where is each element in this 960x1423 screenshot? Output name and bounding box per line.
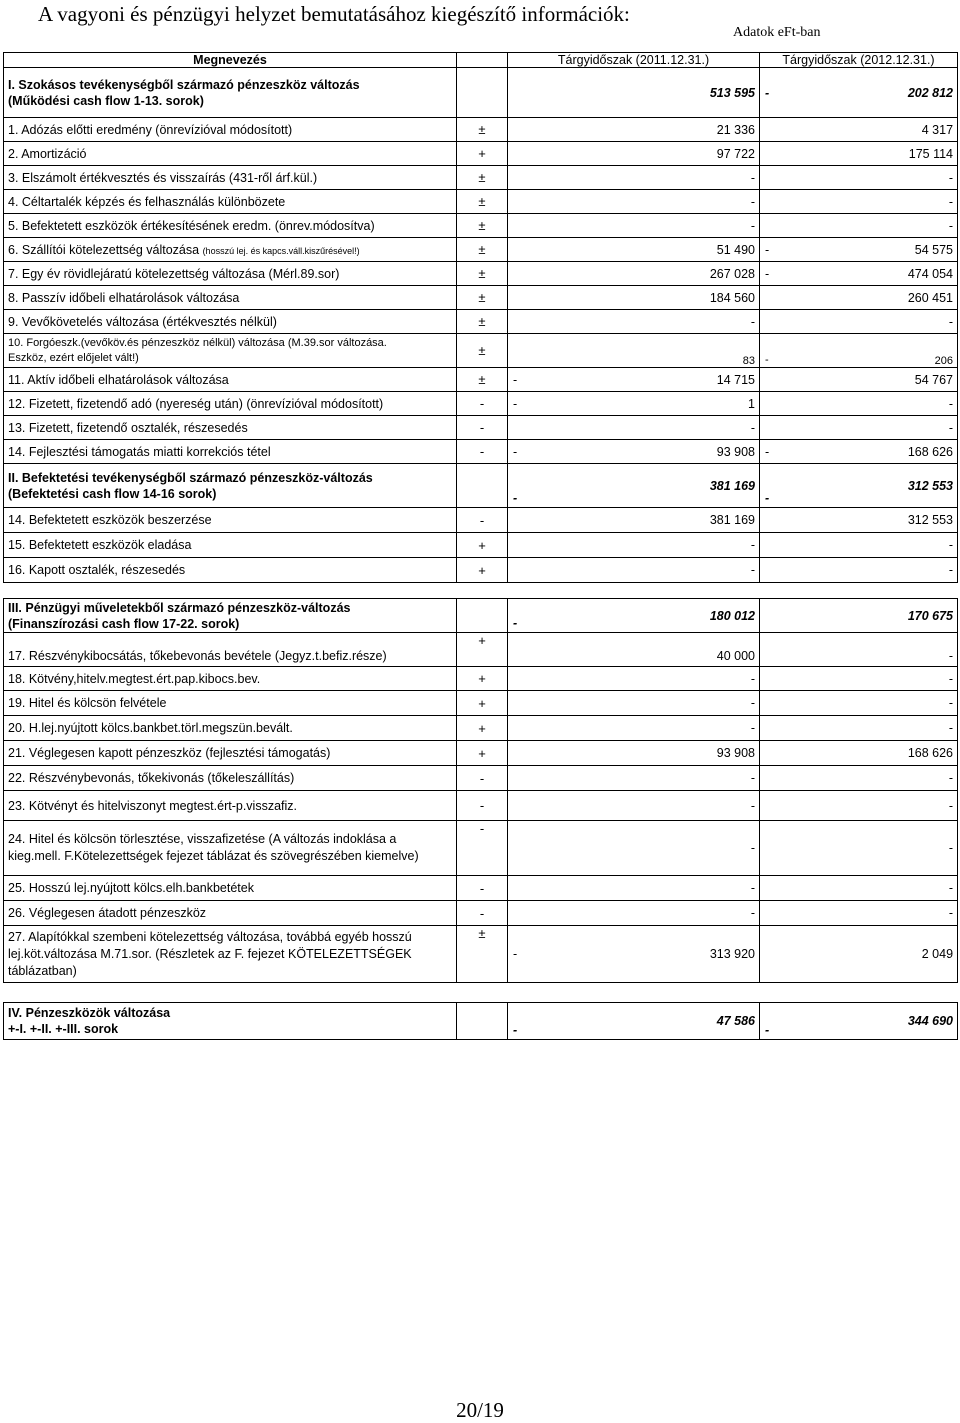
row-value-2011: 381 169 [508, 508, 760, 533]
row-label: 10. Forgóeszk.(vevőköv.és pénzeszköz nélkül) változása (M.39.sor változása. Eszköz, ezért előjelet vált!) [4, 334, 457, 368]
row-value-2012: 4 317 [760, 118, 958, 142]
table-row [4, 334, 958, 368]
header-name: Megnevezés [4, 53, 457, 68]
table-row [4, 214, 958, 238]
row-label: 23. Kötvényt és hitelviszonyt megtest.ért-p.visszafiz. [4, 791, 457, 821]
section-value-2011: 513 595 [508, 68, 760, 118]
table-row [4, 791, 958, 821]
row-value-2012: - [760, 416, 958, 440]
row-value-2011: 267 028 [508, 262, 760, 286]
table-row [4, 741, 958, 766]
row-label: 13. Fizetett, fizetendő osztalék, részesedés [4, 416, 457, 440]
section-value-2011: - 381 169 [508, 464, 760, 508]
row-label: 25. Hosszú lej.nyújtott kölcs.elh.bankbetétek [4, 876, 457, 901]
row-sign: + [457, 667, 508, 691]
row-value-2011: - [508, 558, 760, 583]
row-value-2012: - [760, 190, 958, 214]
table-row [4, 440, 958, 464]
row-value-2012: - [760, 716, 958, 741]
row-value-2012: - [760, 633, 958, 667]
row-label: 18. Kötvény,hitelv.megtest.ért.pap.kibocs.bev. [4, 667, 457, 691]
table-row [4, 368, 958, 392]
row-label: 22. Részvénybevonás, tőkekivonás (tőkeleszállítás) [4, 766, 457, 791]
row-value-2012: - 474 054 [760, 262, 958, 286]
row-label: 12. Fizetett, fizetendő adó (nyereség után) (önrevízióval módosított) [4, 392, 457, 416]
row-sign: + [457, 633, 508, 667]
row-value-2011: 21 336 [508, 118, 760, 142]
row-sign: + [457, 533, 508, 558]
table-row [4, 310, 958, 334]
row-sign: ± [457, 118, 508, 142]
table-row [4, 533, 958, 558]
table-row [4, 766, 958, 791]
table-row [4, 262, 958, 286]
row-value-2012: - [760, 558, 958, 583]
row-value-2011: - [508, 214, 760, 238]
row-value-2012: 168 626 [760, 741, 958, 766]
row-label: 5. Befektetett eszközök értékesítésének eredm. (önrev.módosítva) [4, 214, 457, 238]
row-label: 2. Amortizáció [4, 142, 457, 166]
row-value-2012: - [760, 214, 958, 238]
row-value-2012: - [760, 392, 958, 416]
section-row-1 [4, 68, 958, 118]
row-value-2012: - [760, 691, 958, 716]
row-value-2012: 54 767 [760, 368, 958, 392]
row-value-2011: 93 908 [508, 741, 760, 766]
section-value-2011: - 47 586 [508, 1003, 760, 1040]
row-label: 21. Véglegesen kapott pénzeszköz (fejlesztési támogatás) [4, 741, 457, 766]
row-value-2012: 175 114 [760, 142, 958, 166]
section-value-2012: - 202 812 [760, 68, 958, 118]
row-value-2012: - 168 626 [760, 440, 958, 464]
row-sign: + [457, 691, 508, 716]
row-value-2011: 97 722 [508, 142, 760, 166]
row-value-2011: - [508, 821, 760, 876]
row-sign: ± [457, 166, 508, 190]
row-value-2011: - [508, 166, 760, 190]
row-value-2011: 40 000 [508, 633, 760, 667]
row-label: 7. Egy év rövidlejáratú kötelezettség változása (Mérl.89.sor) [4, 262, 457, 286]
table-row [4, 416, 958, 440]
row-sign: ± [457, 238, 508, 262]
section-title: II. Befektetési tevékenységből származó pénzeszköz-változás [8, 470, 373, 485]
row-value-2011: - [508, 876, 760, 901]
row-value-2011: - [508, 667, 760, 691]
header-period-2011: Tárgyidőszak (2011.12.31.) [508, 53, 760, 68]
table-row [4, 633, 958, 667]
row-sign: - [457, 392, 508, 416]
row-value-2012: - [760, 791, 958, 821]
table-row [4, 926, 958, 983]
table-row [4, 118, 958, 142]
row-label: 3. Elszámolt értékvesztés és visszaírás (431-ről árf.kül.) [4, 166, 457, 190]
row-value-2012: - [760, 766, 958, 791]
row-sign: ± [457, 926, 508, 983]
row-label: 14. Befektetett eszközök beszerzése [4, 508, 457, 533]
row-label: 16. Kapott osztalék, részesedés [4, 558, 457, 583]
table-row [4, 901, 958, 926]
header-period-2012: Tárgyidőszak (2012.12.31.) [760, 53, 958, 68]
row-label: 11. Aktív időbeli elhatárolások változása [4, 368, 457, 392]
row-value-2012: 312 553 [760, 508, 958, 533]
row-label: 4. Céltartalék képzés és felhasználás különbözete [4, 190, 457, 214]
row-sign: ± [457, 310, 508, 334]
row-sign: - [457, 821, 508, 876]
row-sign: + [457, 716, 508, 741]
row-value-2012: - 54 575 [760, 238, 958, 262]
row-label: 17. Részvénykibocsátás, tőkebevonás bevétele (Jegyz.t.befiz.része) [4, 633, 457, 667]
table-row [4, 691, 958, 716]
table-row [4, 142, 958, 166]
row-value-2011: - [508, 766, 760, 791]
section-subtitle: (Működési cash flow 1-13. sorok) [8, 93, 204, 108]
row-value-2012: - [760, 166, 958, 190]
row-value-2011: 83 [508, 334, 760, 368]
row-sign: - [457, 440, 508, 464]
row-value-2011: - [508, 791, 760, 821]
section-value-2011: - 180 012 [508, 599, 760, 633]
row-value-2011: - [508, 416, 760, 440]
row-label: 15. Befektetett eszközök eladása [4, 533, 457, 558]
row-sign: - [457, 416, 508, 440]
table-row [4, 667, 958, 691]
row-value-2011: - [508, 310, 760, 334]
row-sign: + [457, 741, 508, 766]
section-row-2 [4, 464, 958, 508]
row-label: 20. H.lej.nyújtott kölcs.bankbet.törl.megszün.bevált. [4, 716, 457, 741]
row-sign: ± [457, 190, 508, 214]
row-sign: + [457, 558, 508, 583]
row-value-2011: - [508, 691, 760, 716]
row-sign: - [457, 766, 508, 791]
row-value-2011: - 1 [508, 392, 760, 416]
row-value-2011: - [508, 716, 760, 741]
row-sign: ± [457, 214, 508, 238]
section-subtitle: (Finanszírozási cash flow 17-22. sorok) [8, 616, 240, 631]
table-row [4, 716, 958, 741]
row-value-2011: - [508, 901, 760, 926]
row-sign: - [457, 508, 508, 533]
row-label: 6. Szállítói kötelezettség változása (hosszú lej. és kapcs.váll.kiszűrésével!) [4, 238, 457, 262]
table-row [4, 558, 958, 583]
table-row [4, 392, 958, 416]
row-value-2012: - [760, 533, 958, 558]
row-label: 27. Alapítókkal szembeni kötelezettség változása, továbbá egyéb hosszú lej.köt.változása M.71.sor. (Részletek az F. fejezet KÖTELEZETTSÉGEK táblázatban) [4, 926, 457, 983]
row-value-2012: 260 451 [760, 286, 958, 310]
row-label: 19. Hitel és kölcsön felvétele [4, 691, 457, 716]
row-value-2011: 184 560 [508, 286, 760, 310]
row-sign: ± [457, 368, 508, 392]
row-value-2011: - 14 715 [508, 368, 760, 392]
row-label: 8. Passzív időbeli elhatárolások változása [4, 286, 457, 310]
page-title: A vagyoni és pénzügyi helyzet bemutatásához kiegészítő információk: [38, 2, 630, 26]
row-value-2011: 51 490 [508, 238, 760, 262]
row-value-2011: - 313 920 [508, 926, 760, 983]
section-subtitle: (Befektetési cash flow 14-16 sorok) [8, 486, 217, 501]
table-row [4, 190, 958, 214]
row-value-2011: - 93 908 [508, 440, 760, 464]
section-row-4 [4, 1003, 958, 1040]
row-value-2012: - [760, 901, 958, 926]
row-sign: - [457, 876, 508, 901]
section-title: I. Szokásos tevékenységből származó pénzeszköz változás [8, 77, 360, 92]
row-value-2012: - [760, 667, 958, 691]
row-value-2012: - 206 [760, 334, 958, 368]
row-value-2012: - [760, 310, 958, 334]
page-number: 20/19 [456, 1398, 504, 1422]
table-row [4, 876, 958, 901]
table-row [4, 166, 958, 190]
table-header-row [4, 53, 958, 68]
row-label: 24. Hitel és kölcsön törlesztése, visszafizetése (A változás indoklása a kieg.mell. F.Kötelezettségek fejezet táblázat és szövegrészében kiemelve) [4, 821, 457, 876]
row-label-note: (hosszú lej. és kapcs.váll.kiszűrésével!) [202, 245, 360, 256]
section-row-3 [4, 599, 958, 633]
unit-note: Adatok eFt-ban [733, 25, 821, 40]
row-label: 1. Adózás előtti eredmény (önrevízióval módosított) [4, 118, 457, 142]
row-label: 26. Véglegesen átadott pénzeszköz [4, 901, 457, 926]
spacer-row [4, 983, 958, 1003]
table-row [4, 508, 958, 533]
row-sign: ± [457, 334, 508, 368]
table-row [4, 821, 958, 876]
row-sign: - [457, 791, 508, 821]
row-value-2011: - [508, 533, 760, 558]
section-title: III. Pénzügyi műveletekből származó pénzeszköz-változás [8, 600, 351, 615]
section-value-2012: - 344 690 [760, 1003, 958, 1040]
table-row [4, 286, 958, 310]
table-row [4, 238, 958, 262]
row-label: 14. Fejlesztési támogatás miatti korrekciós tétel [4, 440, 457, 464]
row-value-2011: - [508, 190, 760, 214]
spacer-row [4, 583, 958, 599]
row-value-2012: 2 049 [760, 926, 958, 983]
row-sign: ± [457, 262, 508, 286]
row-sign: + [457, 142, 508, 166]
section-title: IV. Pénzeszközök változása [8, 1006, 171, 1020]
section-subtitle: +-I. +-II. +-III. sorok [8, 1022, 119, 1036]
cash-flow-table [3, 52, 958, 1040]
row-value-2012: - [760, 876, 958, 901]
row-value-2012: - [760, 821, 958, 876]
row-sign: - [457, 901, 508, 926]
section-value-2012: 170 675 [760, 599, 958, 633]
section-value-2012: - 312 553 [760, 464, 958, 508]
row-sign: ± [457, 286, 508, 310]
row-label: 9. Vevőkövetelés változása (értékvesztés nélkül) [4, 310, 457, 334]
